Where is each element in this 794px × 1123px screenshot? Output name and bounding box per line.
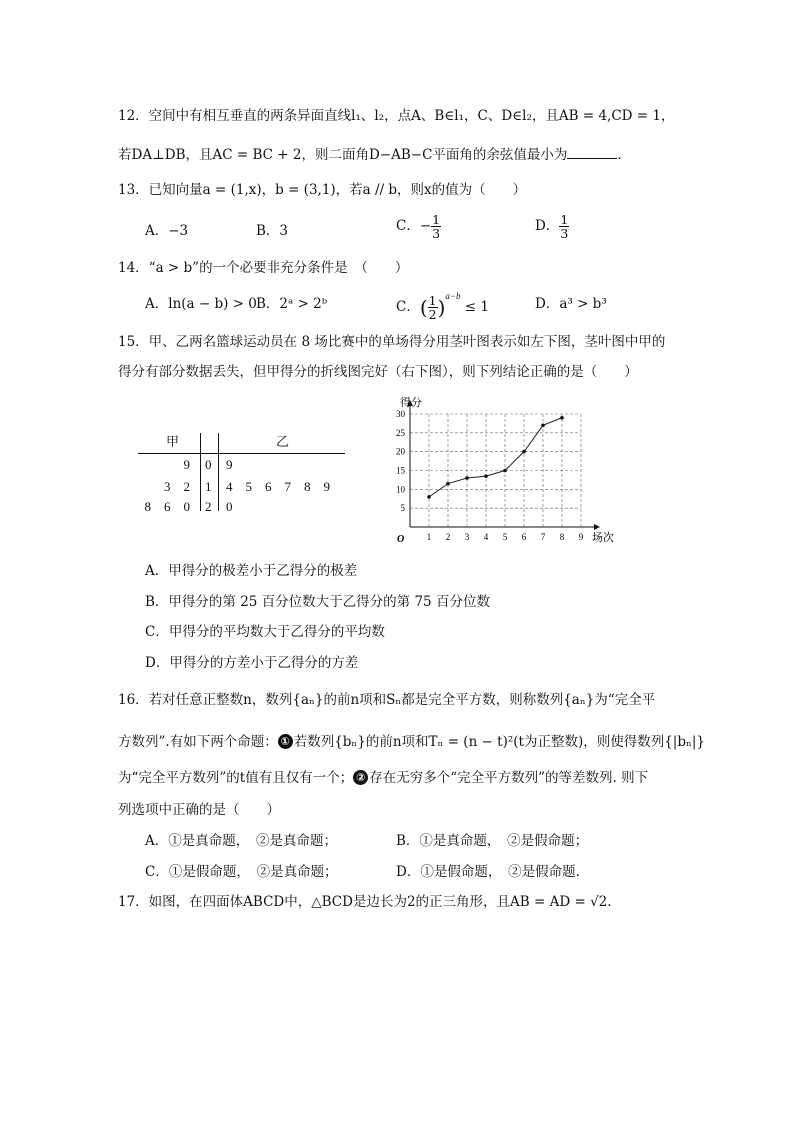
- data-point: [484, 474, 488, 478]
- stem-leaf-divider-right: [218, 433, 219, 511]
- stem-leaf-stem-0: 0: [205, 457, 212, 472]
- score-line-chart: [388, 392, 628, 550]
- answer-blank: [567, 144, 617, 159]
- x-tick-label: 5: [502, 532, 508, 542]
- data-point: [560, 416, 564, 420]
- y-axis-label: 得分: [400, 396, 422, 409]
- q12-line2: [118, 144, 622, 165]
- x-tick-label: 6: [521, 532, 527, 542]
- q13-option-d-label: D．: [535, 218, 560, 234]
- data-point: [541, 424, 545, 428]
- stem-leaf-header-left: 甲: [166, 434, 180, 449]
- fraction: [428, 294, 438, 321]
- q14-option-d: D．a³ > b³: [535, 296, 607, 312]
- q15-line2: 得分有部分数据丢失，但甲得分的折线图完好（右下图），则下列结论正确的是（ ）: [118, 364, 638, 380]
- x-tick-label: 4: [483, 532, 489, 542]
- q13-option-b: B．3: [256, 223, 289, 239]
- stem-leaf-stem-2: 2: [205, 499, 212, 514]
- q14-option-c: [396, 286, 489, 321]
- q16-line3-a: 为“完全平方数列”的t值有且仅有一个；: [118, 770, 354, 786]
- stem-leaf-right-2: 0: [226, 499, 233, 514]
- q16-line3: [118, 768, 648, 788]
- x-tick-label: 2: [445, 532, 451, 542]
- stem-leaf-plot: [138, 430, 348, 520]
- circled-two-icon: ②: [353, 770, 368, 785]
- fraction-num: 1: [432, 212, 441, 227]
- y-tick-label: 25: [396, 427, 405, 438]
- circled-one-icon: ①: [278, 734, 293, 749]
- x-axis-arrow-icon: [594, 524, 600, 530]
- fraction: [431, 213, 441, 240]
- exponent: a−b: [445, 291, 461, 301]
- x-tick-label: 7: [540, 532, 546, 542]
- q16-option-a: A．①是真命题， ②是真命题；: [145, 833, 337, 849]
- q13-stem: 13．已知向量a = (1,x)，b = (3,1)，若a // b，则x的值为（ ）: [118, 182, 527, 198]
- stem-leaf-divider-left: [200, 433, 201, 511]
- paren-open: (: [419, 295, 428, 320]
- series-points: [427, 416, 564, 499]
- q13-option-a: A．−3: [145, 223, 189, 239]
- q15-option-d: D．甲得分的方差小于乙得分的方差: [145, 655, 359, 671]
- q16-line2-a: 方数列”.有如下两个命题：: [118, 734, 278, 750]
- y-tick-label: 15: [396, 465, 405, 476]
- fraction-den: 3: [432, 226, 441, 241]
- stem-leaf-left-1: 3 2: [163, 479, 190, 494]
- fraction-den: 2: [428, 307, 437, 322]
- q16-option-c: C．①是假命题， ②是真命题；: [145, 864, 338, 880]
- q15-option-c: C．甲得分的平均数大于乙得分的平均数: [145, 624, 385, 640]
- fraction-num: 1: [560, 212, 569, 227]
- q15-option-a: A．甲得分的极差小于乙得分的极差: [145, 563, 358, 579]
- q12-line1: 12．空间中有相互垂直的两条异面直线l₁、l₂，点A、B∈l₁，C、D∈l₂，且AB = 4,CD = 1，: [118, 108, 675, 124]
- stem-leaf-left-0: 9: [183, 457, 190, 472]
- data-point: [427, 495, 431, 499]
- y-tick-label: 20: [396, 446, 405, 457]
- q14-option-c-label: C．: [396, 299, 420, 315]
- x-axis-label: 场次: [592, 531, 614, 544]
- data-point: [522, 450, 526, 454]
- q14-option-b: B．2ᵃ > 2ᵇ: [256, 296, 328, 312]
- fraction-den: 3: [560, 226, 569, 241]
- stem-leaf-right-0: 9: [226, 457, 233, 472]
- chart-axes: [407, 400, 600, 530]
- y-tick-label: 10: [396, 484, 405, 495]
- q16-line3-b: 存在无穷多个“完全平方数列”的等差数列. 则下: [369, 770, 649, 786]
- y-tick-label: 5: [400, 503, 405, 514]
- q14-option-a: A．ln(a − b) > 0: [145, 296, 257, 312]
- q15-line1: 15．甲、乙两名篮球运动员在 8 场比赛中的单场得分用茎叶图表示如左下图，茎叶图中甲的: [118, 334, 666, 350]
- x-tick-label: 9: [578, 532, 584, 542]
- q14-option-c-rel: ≤ 1: [464, 299, 489, 315]
- data-point: [465, 476, 469, 480]
- q16-option-d: D．①是假命题， ②是假命题.: [396, 864, 580, 880]
- q17-stem: 17．如图，在四面体ABCD中，△BCD是边长为2的正三角形，且AB = AD = √2.: [118, 894, 612, 910]
- y-tick-label: 30: [396, 409, 405, 419]
- stem-leaf-right-1: 4 5 6 7 8 9: [226, 479, 331, 494]
- q13-option-c: [396, 213, 441, 240]
- q16-line1: 16．若对任意正整数n，数列{aₙ}的前n项和Sₙ都是完全平方数，则称数列{aₙ}为“完全平: [118, 692, 656, 708]
- paren-close: ): [437, 295, 446, 320]
- x-tick-label: 3: [464, 532, 470, 542]
- stem-leaf-left-2: 8 6 0: [144, 499, 190, 514]
- x-tick-label: 1: [426, 532, 432, 542]
- q13-option-d: [535, 213, 569, 240]
- stem-leaf-header-right: 乙: [276, 434, 290, 449]
- chart-grid: [410, 414, 581, 527]
- q13-option-c-label: C．−: [396, 218, 432, 234]
- stem-leaf-header-rule: [138, 453, 345, 454]
- q16-line4: 列选项中正确的是（ ）: [118, 802, 280, 818]
- q12-line2-text: 若DA⊥DB，且AC = BC + 2，则二面角D−AB−C平面角的余弦值最小为: [118, 147, 568, 163]
- q12-line2-end: .: [617, 147, 622, 163]
- stem-leaf-stem-1: 1: [205, 479, 212, 494]
- q16-option-b: B．①是真命题， ②是假命题；: [396, 833, 589, 849]
- data-point: [503, 469, 507, 473]
- fraction-num: 1: [428, 293, 437, 308]
- data-point: [446, 482, 450, 486]
- fraction: [559, 213, 569, 240]
- q14-stem: 14．“a > b”的一个必要非充分条件是 （ ）: [118, 260, 409, 276]
- q16-line2-b: 若数列{bₙ}的前n项和Tₙ = (n − t)²(t为正整数)，则使得数列{|bₙ|}: [293, 734, 705, 750]
- origin-label: O: [397, 534, 405, 545]
- q15-option-b: B．甲得分的第 25 百分位数大于乙得分的第 75 百分位数: [145, 594, 490, 610]
- x-tick-label: 8: [559, 532, 565, 542]
- q16-line2: [118, 732, 705, 752]
